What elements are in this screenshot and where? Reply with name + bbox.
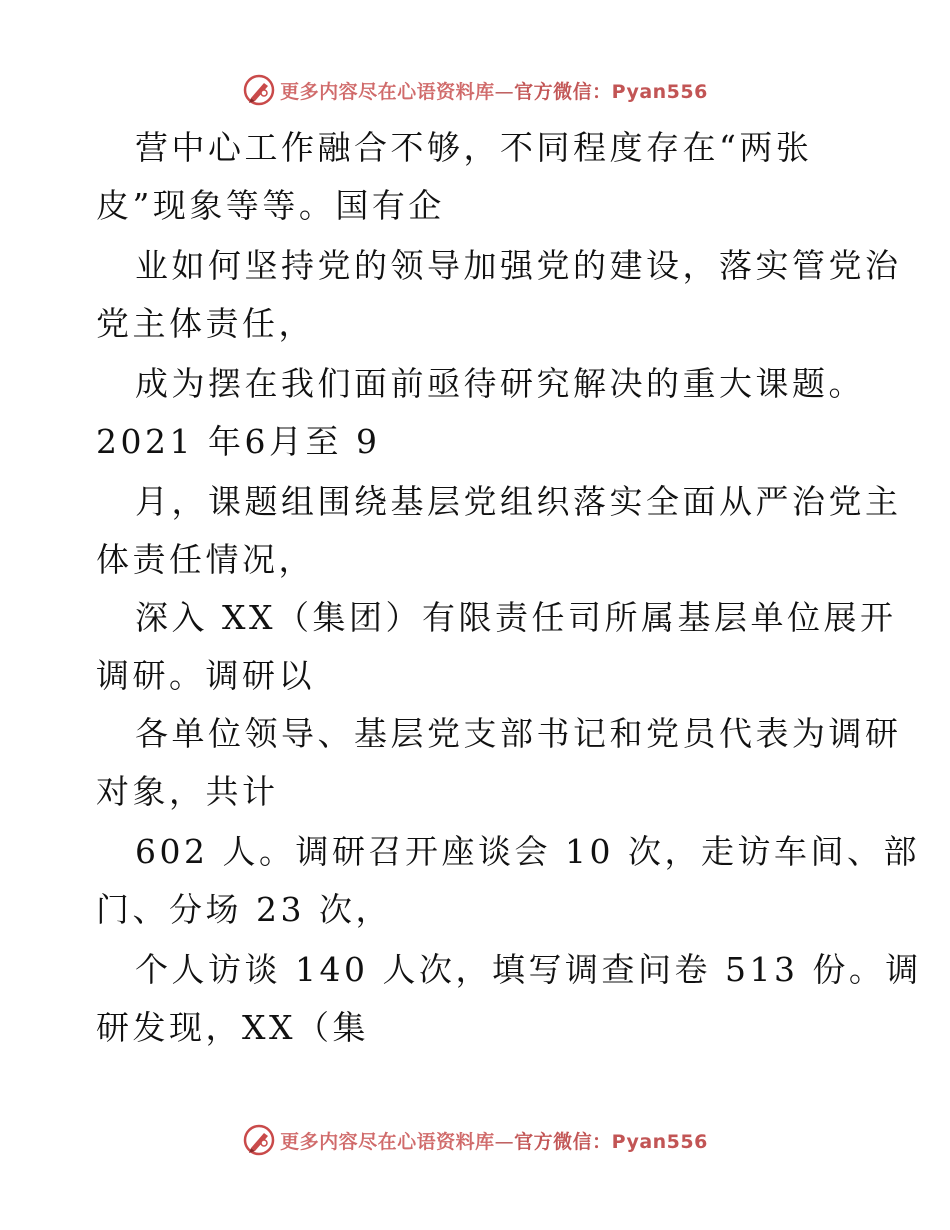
footer-banner-text [280, 1127, 708, 1154]
header-banner-title: 更多内容尽在心语资料库 [280, 80, 495, 103]
body-line-16: 研发现，XX（集 [96, 1008, 369, 1047]
pen-logo-icon [242, 73, 276, 107]
body-line-12: 对象，共计 [96, 772, 279, 811]
header-banner-contact: 官方微信：Pyan556 [514, 80, 708, 103]
footer-banner-separator: — [494, 1130, 515, 1153]
footer-banner-title: 更多内容尽在心语资料库 [280, 1130, 495, 1153]
body-line-8: 体责任情况， [96, 540, 315, 579]
header-banner-separator: — [494, 80, 515, 103]
footer-banner-contact: 官方微信：Pyan556 [514, 1130, 708, 1153]
body-line-11: 各单位领导、基层党支部书记和党员代表为调研 [135, 714, 902, 753]
body-line-13: 602 人。调研召开座谈会 10 次，走访车间、部 [135, 832, 920, 871]
body-line-1: 营中心工作融合不够，不同程度存在“两张 [135, 128, 813, 167]
body-line-9: 深入 XX（集团）有限责任司所属基层单位展开 [135, 598, 897, 637]
header-banner [0, 70, 950, 110]
body-line-5: 成为摆在我们面前亟待研究解决的重大课题。 [135, 364, 865, 403]
footer-banner [0, 1120, 950, 1160]
body-line-3: 业如何坚持党的领导加强党的建设，落实管党治 [135, 246, 902, 285]
body-line-6: 2021 年6月至 9 [96, 422, 381, 461]
body-line-4: 党主体责任， [96, 304, 315, 343]
body-line-2: 皮”现象等等。国有企 [96, 186, 445, 225]
body-line-14: 门、分场 23 次， [96, 890, 392, 929]
pen-logo-icon [242, 1123, 276, 1157]
body-line-7: 月，课题组围绕基层党组织落实全面从严治党主 [135, 482, 902, 521]
body-line-15: 个人访谈 140 人次，填写调查问卷 513 份。调 [135, 950, 922, 989]
body-line-10: 调研。调研以 [96, 656, 315, 695]
header-banner-text [280, 77, 708, 104]
